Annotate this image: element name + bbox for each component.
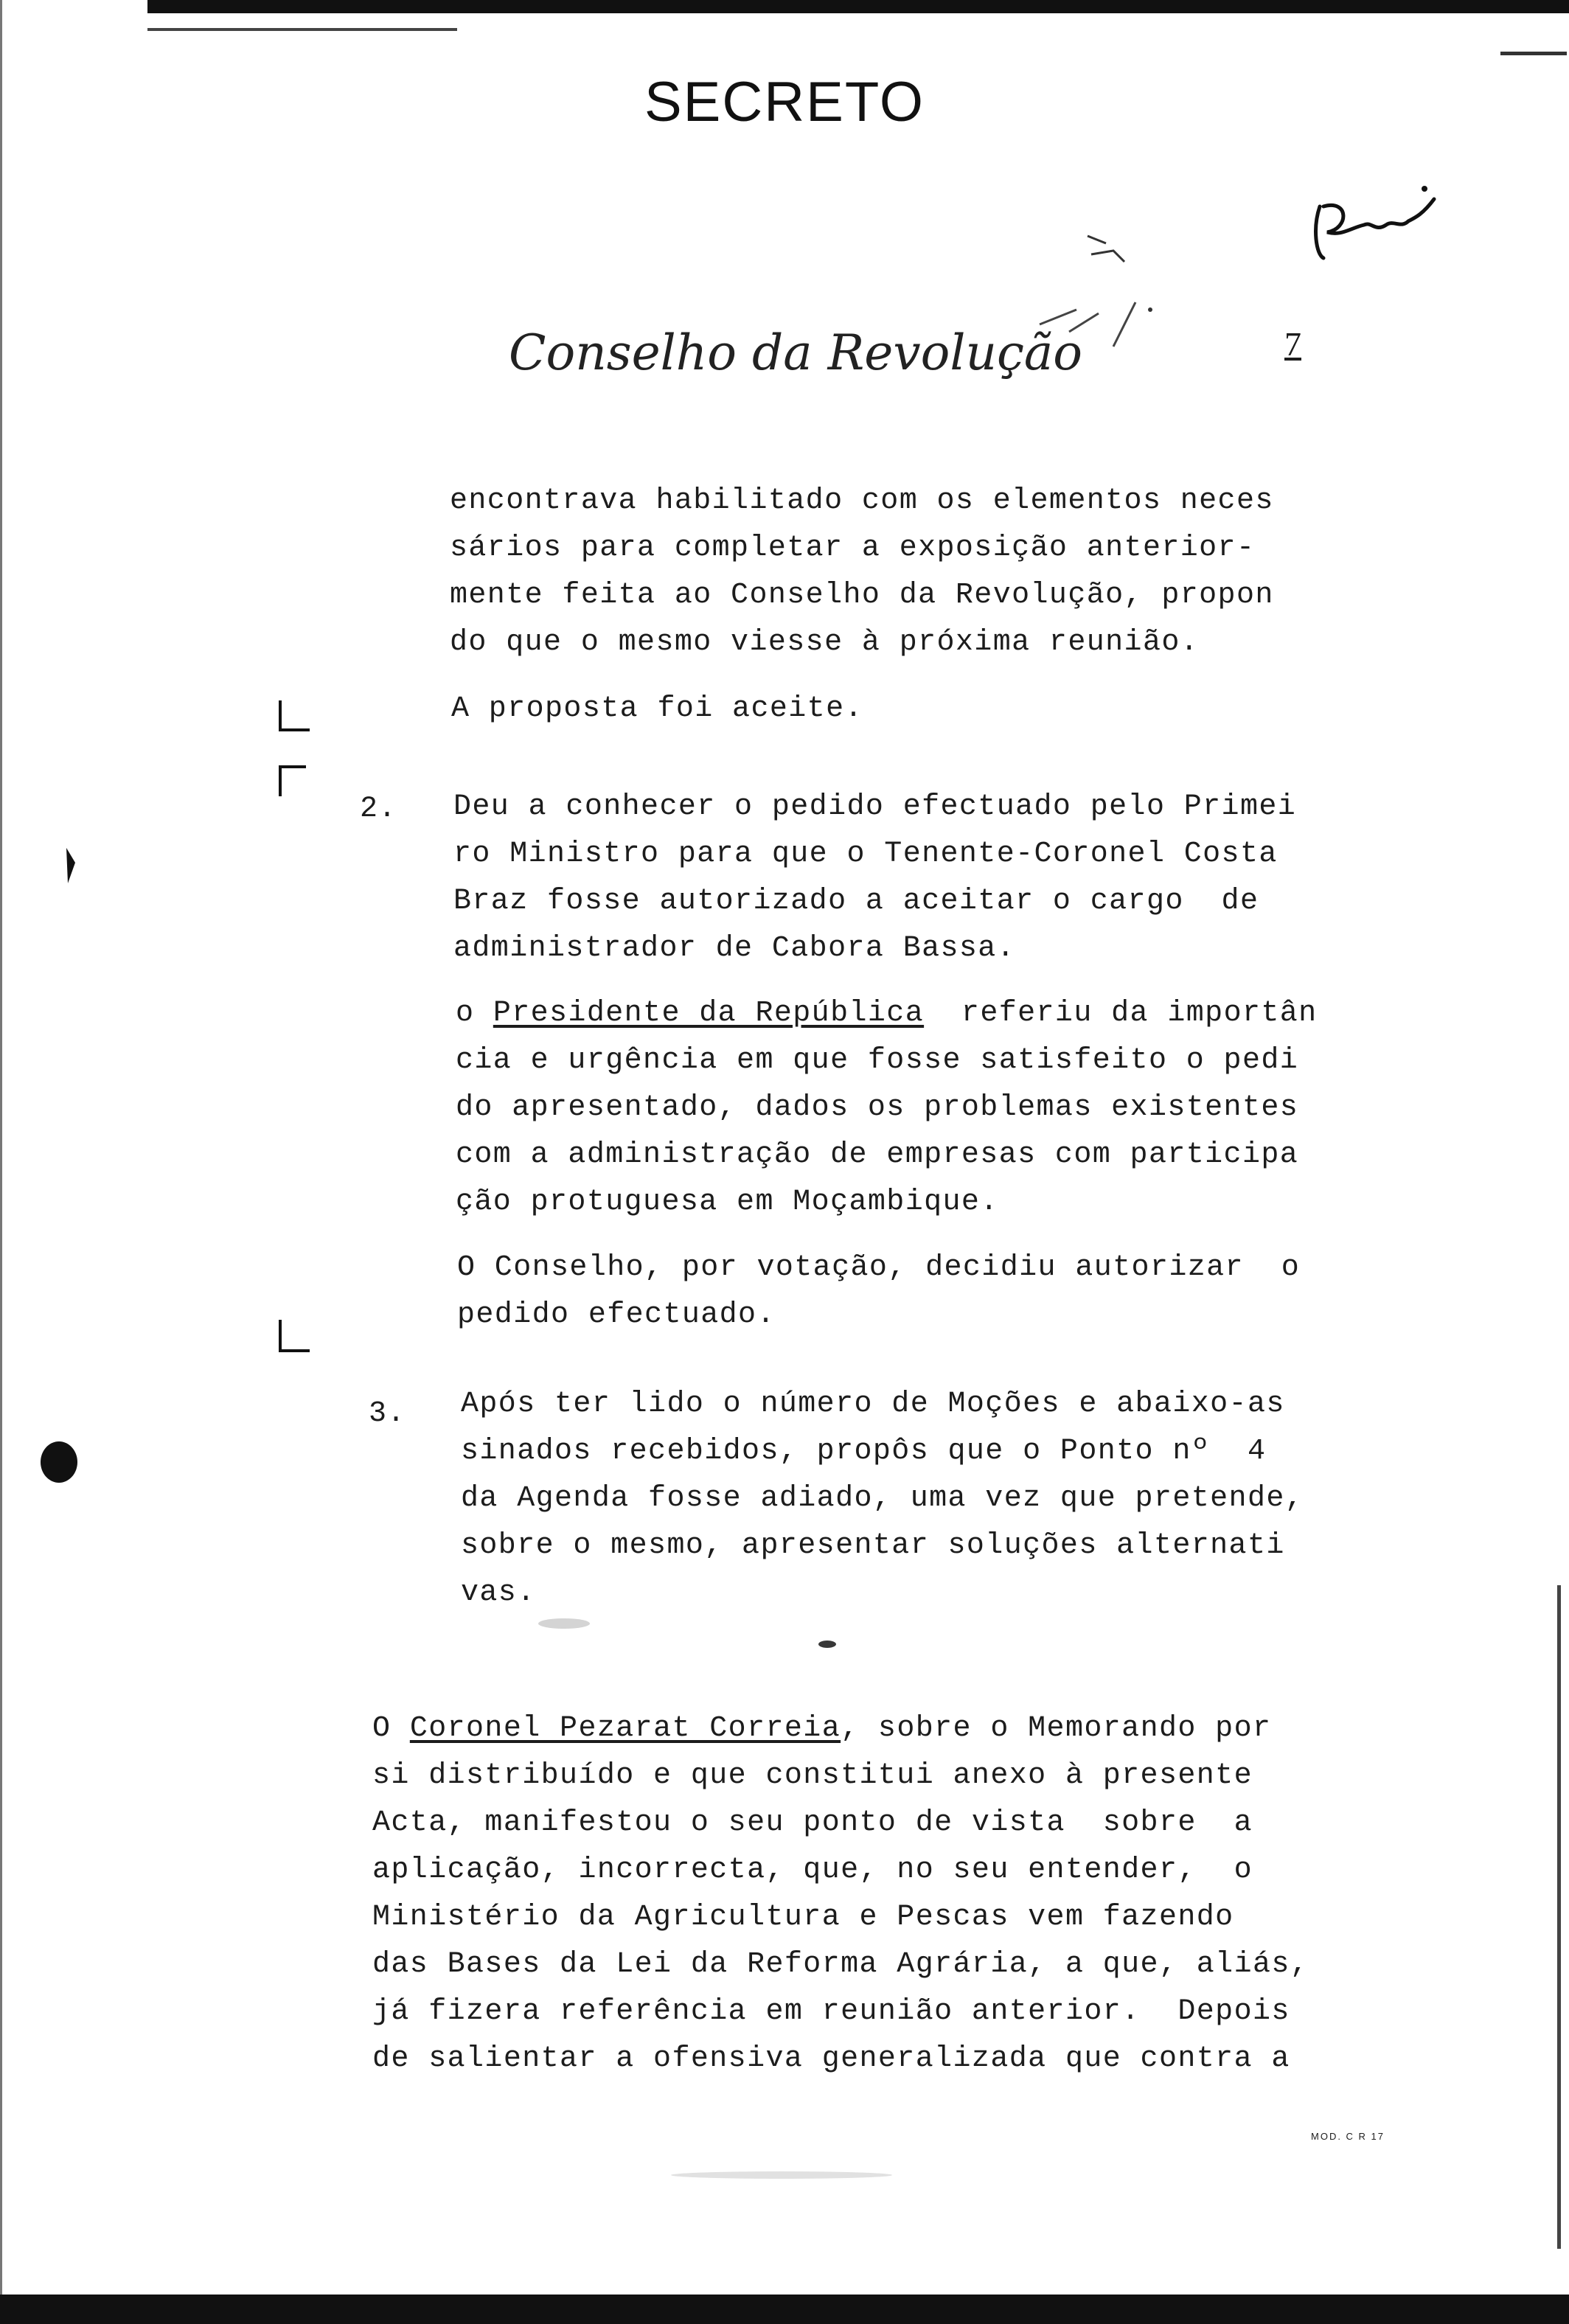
text-fragment: referiu da importân (924, 997, 1318, 1030)
margin-bracket-mark (276, 763, 313, 800)
margin-bracket-mark (276, 1320, 313, 1357)
margin-bracket-mark (276, 700, 313, 737)
text-line: encontrava habilitado com os elementos neces (450, 484, 1274, 518)
text-line: administrador de Cabora Bassa. (453, 932, 1016, 965)
text-line: do que o mesmo viesse à próxima reunião. (450, 626, 1200, 659)
text-line: aplicação, incorrecta, que, no seu entender, o (372, 1854, 1253, 1887)
text-line: A proposta foi aceite. (451, 692, 863, 726)
punch-hole (41, 1441, 77, 1483)
text-line: Braz fosse autorizado a aceitar o cargo de (453, 885, 1259, 918)
scan-streak (1500, 52, 1567, 55)
text-line: sobre o mesmo, apresentar soluções alternati (461, 1529, 1285, 1562)
scan-smudge (818, 1641, 836, 1648)
scan-edge-top (147, 0, 1569, 13)
text-fragment: O (372, 1712, 410, 1745)
text-line: de salientar a ofensiva generalizada que contra a (372, 2042, 1290, 2076)
speaker-name: Presidente da República (493, 997, 925, 1030)
text-line: Deu a conhecer o pedido efectuado pelo Primei (453, 790, 1297, 824)
scan-edge-right (1557, 1585, 1561, 2249)
text-line: cia e urgência em que fosse satisfeito o pedi (456, 1044, 1299, 1077)
scan-smudge (538, 1618, 590, 1629)
ink-blot (59, 848, 81, 885)
text-line: sários para completar a exposição anterior- (450, 532, 1256, 565)
handwritten-initials (1305, 184, 1453, 273)
text-line: Ministério da Agricultura e Pescas vem fazendo (372, 1901, 1234, 1934)
text-line: da Agenda fosse adiado, uma vez que pretende, (461, 1482, 1304, 1515)
text-line (456, 999, 1318, 1029)
form-code: MOD. C R 17 (1311, 2131, 1385, 2142)
text-line: Após ter lido o número de Moções e abaixo-as (461, 1388, 1285, 1421)
bleed-through-smudge (671, 2171, 892, 2179)
text-line: mente feita ao Conselho da Revolução, propon (450, 579, 1274, 612)
text-line: pedido efectuado. (457, 1298, 776, 1332)
text-line: O Conselho, por votação, decidiu autorizar o (457, 1251, 1301, 1284)
page-number: 7 (1284, 325, 1301, 363)
item-number: 3. (369, 1397, 406, 1430)
text-line (372, 1714, 1271, 1744)
text-fragment: , sobre o Memorando por (841, 1712, 1272, 1745)
text-line: vas. (461, 1576, 536, 1610)
item-number: 2. (360, 793, 397, 826)
text-line: Acta, manifestou o seu ponto de vista sobre a (372, 1806, 1253, 1840)
text-line: das Bases da Lei da Reforma Agrária, a que, aliás, (372, 1948, 1309, 1981)
classification-stamp: SECRETO (644, 71, 925, 133)
text-line: sinados recebidos, propôs que o Ponto nº 4 (461, 1435, 1267, 1468)
scan-streak (147, 28, 457, 31)
text-line: do apresentado, dados os problemas existentes (456, 1091, 1299, 1124)
text-line: ro Ministro para que o Tenente-Coronel Costa (453, 838, 1278, 871)
text-fragment: o (456, 997, 493, 1030)
text-line: ção protuguesa em Moçambique. (456, 1186, 999, 1219)
speaker-name: Coronel Pezarat Correia (409, 1712, 841, 1745)
text-line: já fizera referência em reunião anterior. Depois (372, 1995, 1290, 2028)
scan-edge-left (0, 0, 2, 2324)
scan-edge-bottom (0, 2295, 1569, 2324)
text-line: si distribuído e que constitui anexo à presente (372, 1759, 1253, 1792)
text-line: com a administração de empresas com participa (456, 1138, 1299, 1172)
letterhead: Conselho da Revolução (509, 324, 1083, 381)
